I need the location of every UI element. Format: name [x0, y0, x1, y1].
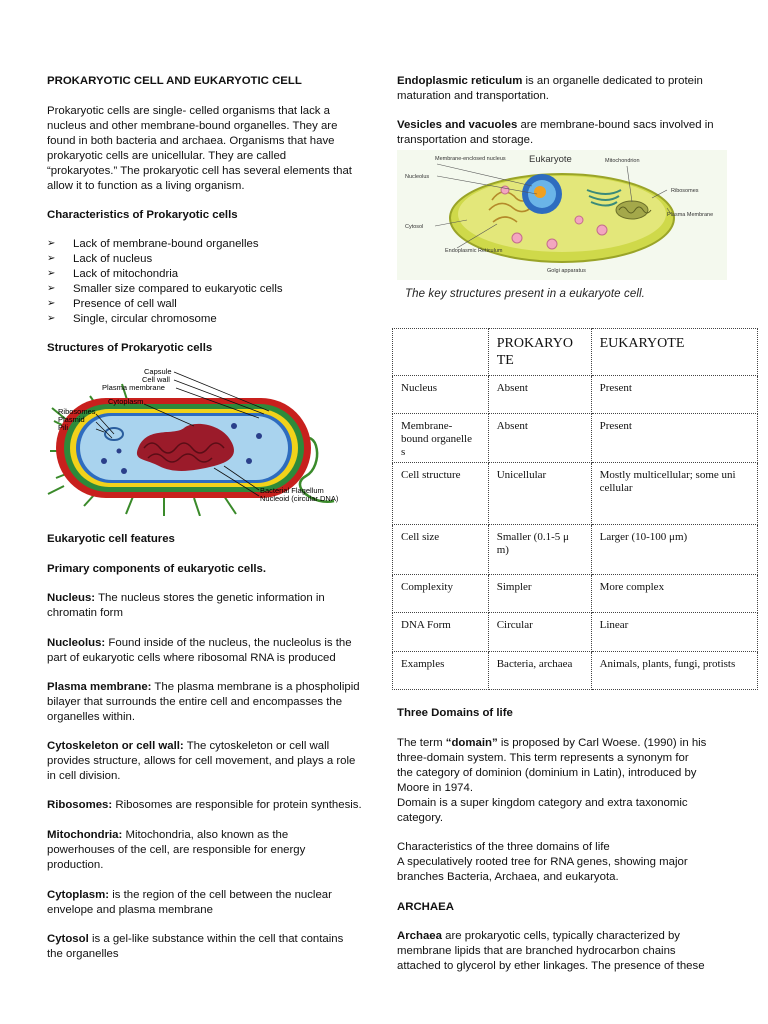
comparison-table	[392, 328, 758, 690]
component-cytosol: Cytosol is a gel-like substance within the cell that contains the organelles	[47, 933, 344, 960]
table-cell: Larger (10-100 μm)	[591, 525, 757, 575]
table-cell: Absent	[488, 376, 591, 414]
table-cell: Examples	[393, 652, 489, 690]
label-mitochondrion: Mitochondrion	[605, 158, 640, 164]
table-row	[393, 525, 758, 575]
arrow-bullet-icon: ➢	[47, 252, 56, 264]
intro-line: “prokaryotes.” The prokaryotic cell has several elements that	[47, 164, 352, 177]
structures-heading: Structures of Prokaryotic cells	[47, 342, 213, 354]
label-plasma-membrane: Plasma membrane	[102, 383, 165, 392]
nucleolus-shape	[534, 186, 546, 198]
table-cell: Present	[591, 414, 757, 463]
intro-line: allow it to function as a living organism.	[47, 179, 245, 192]
list-item: ➢ Presence of cell wall	[47, 297, 177, 310]
arrow-bullet-icon: ➢	[47, 282, 56, 294]
table-cell: Unicellular	[488, 463, 591, 525]
label-cell-wall: Cell wall	[142, 375, 170, 384]
table-row	[393, 613, 758, 652]
component-cytoskeleton: Cytoskeleton or cell wall: The cytoskeleton or cell wall provides structure, allows for cell movement, and plays a role in cell division.	[47, 740, 356, 782]
domains-heading: Three Domains of life	[397, 707, 513, 719]
label-plasma-membrane: Plasma Membrane	[667, 212, 714, 218]
label-flagellum: Bacterial Flagellum	[260, 486, 324, 495]
figure-caption: The key structures present in a eukaryote cell.	[405, 288, 645, 300]
table-row	[393, 376, 758, 414]
intro-line: found in both bacteria and archaea. Organisms that have	[47, 134, 335, 147]
label-plasmid: Plasmid	[58, 415, 85, 424]
component-mitochondria: Mitochondria: Mitochondria, also known as the powerhouses of the cell, are responsible for energy production.	[47, 829, 306, 871]
component-ribosomes: Ribosomes: Ribosomes are responsible for protein synthesis.	[47, 799, 362, 811]
table-cell: Cell size	[393, 525, 489, 575]
table-cell: Cell structure	[393, 463, 489, 525]
primary-components-heading: Primary components of eukaryotic cells.	[47, 563, 267, 575]
label-er: Endoplasmic Reticulum	[445, 248, 503, 254]
list-item: ➢ Lack of membrane-bound organelles	[47, 238, 259, 250]
component-nucleus: Nucleus: The nucleus stores the genetic information in chromatin form	[47, 592, 325, 619]
label-golgi: Golgi apparatus	[547, 268, 586, 274]
table-cell	[393, 329, 489, 376]
table-cell: Simpler	[488, 575, 591, 613]
table-cell: More complex	[591, 575, 757, 613]
label-ribosomes: Ribosomes	[671, 188, 699, 194]
characteristics-heading: Characteristics of Prokaryotic cells	[47, 209, 238, 221]
table-cell: Smaller (0.1-5 μ m)	[488, 525, 591, 575]
table-row	[393, 575, 758, 613]
eukaryotic-features-heading: Eukaryotic cell features	[47, 533, 175, 545]
table-cell: Mostly multicellular; some uni cellular	[591, 463, 757, 525]
eukaryotic-cell-diagram	[397, 150, 727, 280]
label-nucleoid: Nucleoid (circular DNA)	[260, 494, 339, 503]
label-ribosomes: Ribosomes	[58, 407, 96, 416]
table-header-cell: EUKARYOTE	[591, 329, 757, 376]
label-membrane-nucleus: Membrane-enclosed nucleus	[435, 156, 506, 162]
er-paragraph: Endoplasmic reticulum is an organelle dedicated to protein maturation and transportation.	[397, 75, 703, 102]
label-capsule: Capsule	[144, 367, 172, 376]
table-cell: Membrane- bound organelle s	[393, 414, 489, 463]
vesicles-paragraph: Vesicles and vacuoles are membrane-bound sacs involved in transportation and storage.	[397, 119, 714, 146]
table-header-cell: PROKARYO TE	[488, 329, 591, 376]
list-item: ➢ Lack of mitochondria	[47, 267, 179, 280]
list-item: ➢ Smaller size compared to eukaryotic cells	[47, 282, 283, 295]
list-item: ➢ Single, circular chromosome	[47, 312, 217, 325]
table-row	[393, 652, 758, 690]
archaea-paragraph: Archaea are prokaryotic cells, typically characterized by membrane lipids that are branched hydrocarbon chains attached to glycerol by ether linkages. The presence of these	[397, 930, 705, 972]
arrow-bullet-icon: ➢	[47, 238, 56, 249]
component-nucleolus: Nucleolus: Found inside of the nucleus, the nucleolus is the part of eukaryotic cells where ribosomal RNA is produced	[47, 637, 352, 664]
table-cell: Linear	[591, 613, 757, 652]
table-row	[393, 414, 758, 463]
intro-line: Prokaryotic cells are single- celled organisms that lack a	[47, 105, 330, 117]
table-cell: Present	[591, 376, 757, 414]
intro-line: nucleus and other membrane-bound organelles. They are	[47, 119, 338, 132]
table-cell: Bacteria, archaea	[488, 652, 591, 690]
table-cell: Circular	[488, 613, 591, 652]
arrow-bullet-icon: ➢	[47, 297, 56, 309]
label-eukaryote: Eukaryote	[529, 154, 572, 165]
table-cell: Complexity	[393, 575, 489, 613]
component-cytoplasm: Cytoplasm: is the region of the cell between the nuclear envelope and plasma membrane	[47, 889, 332, 916]
table-cell: Absent	[488, 414, 591, 463]
characteristics-list	[47, 237, 367, 326]
table-cell: Animals, plants, fungi, protists	[591, 652, 757, 690]
label-pili: Pili	[58, 423, 69, 432]
prokaryotic-cell-diagram	[44, 366, 344, 516]
domain-paragraph: The term “domain” is proposed by Carl Woese. (1990) in his three-domain system. This term represents a synonym for the category of dominion (dominium in Latin), introduced by Moore in 1974. Domain is a super kingdom category and extra taxonomic category.	[397, 737, 707, 824]
intro-paragraph	[47, 104, 377, 193]
table-row	[393, 463, 758, 525]
table-cell: DNA Form	[393, 613, 489, 652]
label-nucleolus: Nucleolus	[405, 174, 430, 180]
component-plasma-membrane: Plasma membrane: The plasma membrane is a phospholipid bilayer that surrounds the entire cell and encompasses the organelles within.	[47, 681, 360, 723]
list-item: ➢ Lack of nucleus	[47, 252, 153, 265]
label-cytosol: Cytosol	[405, 224, 424, 230]
arrow-bullet-icon: ➢	[47, 267, 56, 279]
table-cell: Nucleus	[393, 376, 489, 414]
arrow-bullet-icon: ➢	[47, 312, 56, 324]
intro-line: prokaryotic cells are unicellular. They are called	[47, 149, 287, 162]
page-title: PROKARYOTIC CELL AND EUKARYOTIC CELL	[47, 75, 302, 87]
domain-characteristics: Characteristics of the three domains of life A speculatively rooted tree for RNA genes, showing major branches Bacteria, Archaea, and eukaryota.	[397, 841, 688, 883]
label-cytoplasm: Cytoplasm	[108, 397, 144, 406]
table-header-row	[393, 329, 758, 376]
archaea-heading: ARCHAEA	[397, 901, 454, 913]
